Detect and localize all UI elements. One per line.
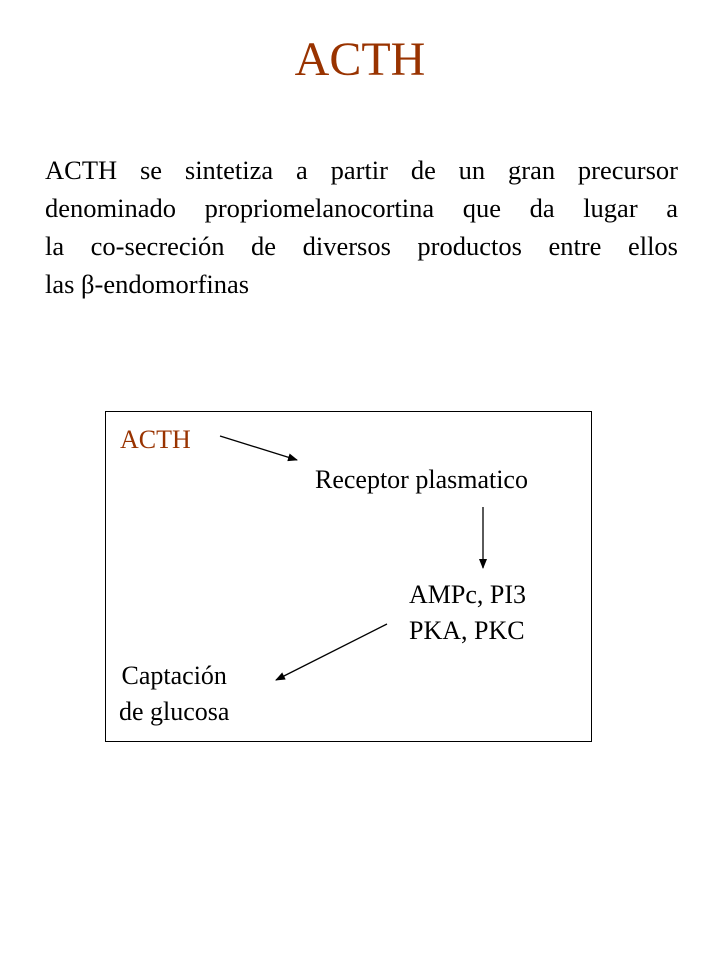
- paragraph-line-4: las β-endomorfinas: [45, 269, 250, 299]
- paragraph-line-3: la co-secreción de diversos productos entre ellos: [45, 231, 678, 261]
- node-receptor: Receptor plasmatico: [315, 465, 528, 494]
- node-second-messengers-line-2: PKA, PKC: [409, 616, 525, 645]
- node-acth: ACTH: [120, 425, 191, 454]
- node-second-messengers-line-1: AMPc, PI3: [409, 580, 527, 609]
- node-glucose-uptake-line-1: Captación: [121, 661, 227, 690]
- paragraph-line-2: denominado propriomelanocortina que da lugar a: [45, 193, 678, 223]
- paragraph-line-1: ACTH se sintetiza a partir de un gran precursor: [45, 155, 678, 185]
- intro-paragraph: [45, 151, 685, 303]
- node-glucose-uptake-line-2: de glucosa: [119, 697, 230, 726]
- node-second-messengers: [409, 577, 526, 649]
- node-glucose-uptake: [119, 658, 229, 730]
- slide-title: ACTH: [294, 33, 426, 86]
